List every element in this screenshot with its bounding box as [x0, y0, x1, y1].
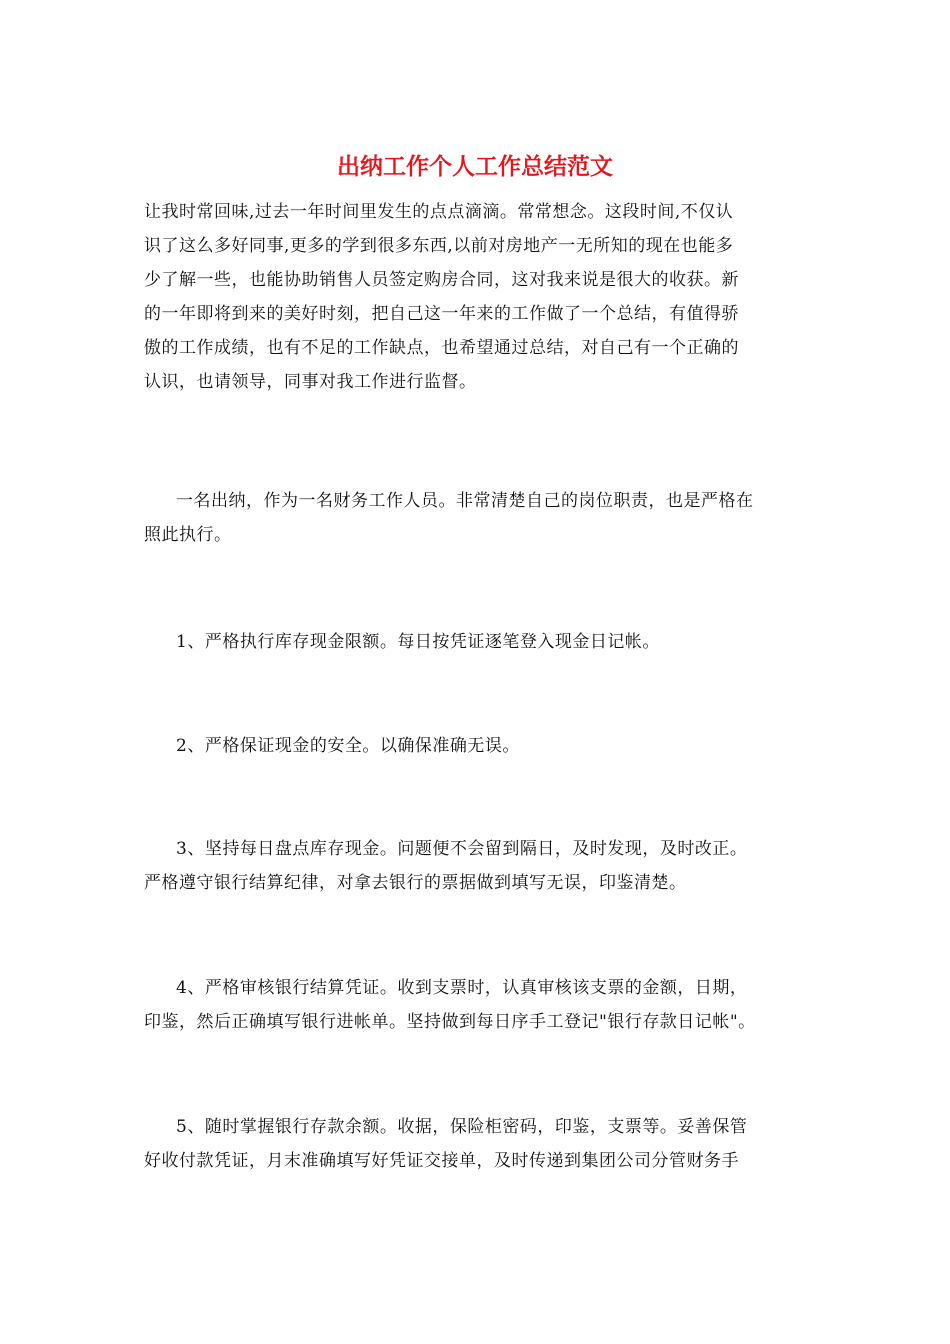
paragraph-line: 印鉴，然后正确填写银行进帐单。坚持做到每日序手工登记"银行存款日记帐"。	[144, 1012, 756, 1032]
paragraph-line: 的一年即将到来的美好时刻，把自己这一年来的工作做了一个总结，有值得骄	[144, 304, 739, 324]
paragraph-line: 3、坚持每日盘点库存现金。问题便不会留到隔日，及时发现，及时改正。	[176, 839, 748, 859]
paragraph-line: 5、随时掌握银行存款余额。收据，保险柜密码，印鉴，支票等。妥善保管	[176, 1117, 748, 1137]
paragraph-line: 让我时常回味,过去一年时间里发生的点点滴滴。常常想念。这段时间,不仅认	[144, 202, 734, 222]
paragraph-line: 认识，也请领导，同事对我工作进行监督。	[144, 372, 477, 392]
paragraph-role	[144, 484, 809, 552]
paragraph-line: 1、严格执行库存现金限额。每日按凭证逐笔登入现金日记帐。	[176, 632, 660, 652]
paragraph-line: 少了解一些，也能协助销售人员签定购房合同，这对我来说是很大的收获。新	[144, 270, 739, 290]
list-item-2	[144, 729, 809, 763]
list-item-1	[144, 625, 809, 659]
document-title: 出纳工作个人工作总结范文	[337, 153, 613, 180]
list-item-4	[144, 971, 809, 1039]
paragraph-line: 2、严格保证现金的安全。以确保准确无误。	[176, 736, 520, 756]
paragraph-intro	[144, 195, 809, 399]
paragraph-line: 4、严格审核银行结算凭证。收到支票时，认真审核该支票的金额，日期，	[176, 978, 748, 998]
paragraph-line: 一名出纳，作为一名财务工作人员。非常清楚自己的岗位职责，也是严格在	[176, 491, 754, 511]
list-item-5	[144, 1110, 809, 1178]
paragraph-line: 严格遵守银行结算纪律，对拿去银行的票据做到填写无误，印鉴清楚。	[144, 873, 687, 893]
paragraph-line: 傲的工作成绩，也有不足的工作缺点，也希望通过总结，对自己有一个正确的	[144, 338, 739, 358]
paragraph-line: 照此执行。	[144, 525, 232, 545]
paragraph-line: 识了这么多好同事,更多的学到很多东西,以前对房地产一无所知的现在也能多	[144, 236, 734, 256]
list-item-3	[144, 832, 809, 900]
paragraph-line: 好收付款凭证，月末准确填写好凭证交接单，及时传递到集团公司分管财务手	[144, 1151, 739, 1171]
